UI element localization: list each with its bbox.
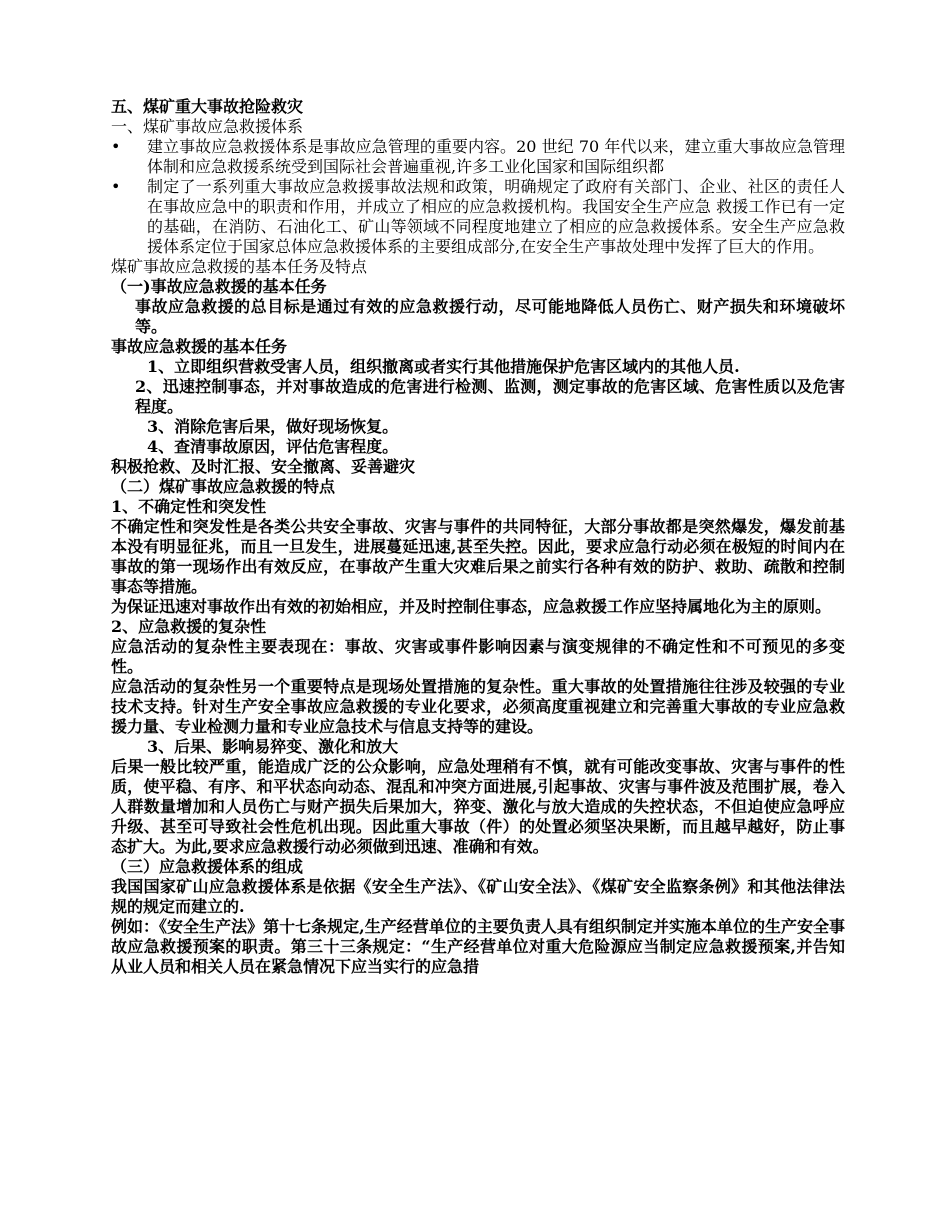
section-3-paragraph-2: 例如：《安全生产法》第十七条规定,生产经营单位的主要负责人具有组织制定并实施本单位的生产安全事故应急救援预案的职责。第三十三条规定：“生产经营单位对重大危险源应当制定应急救援预案,并告知从业人员和相关人员在紧急情况下应当实行的应急措 <box>111 917 845 976</box>
task-item-4: 4、查清事故原因，评估危害程度。 <box>147 437 399 456</box>
feature-3-title: 3、后果、影响易猝变、激化和放大 <box>147 737 399 756</box>
tasks-title: 事故应急救援的基本任务 <box>111 337 288 356</box>
section-3-paragraph-1: 我国国家矿山应急救援体系是依据《安全生产法》、《矿山安全法》、《煤矿安全监察条例》和其他法律法规的规定而建立的. <box>111 877 845 916</box>
subheading-tasks-features: 煤矿事故应急救援的基本任务及特点 <box>111 257 368 276</box>
section-heading: 五、煤矿重大事故抢险救灾 <box>111 97 304 116</box>
feature-2-paragraph-1: 应急活动的复杂性主要表现在：事故、灾害或事件影响因素与演变规律的不确定性和不可预见的多变性。 <box>111 637 845 676</box>
task-item-2: 2、迅速控制事态，并对事故造成的危害进行检测、监测，测定事故的危害区域、危害性质以及危害程度。 <box>135 377 845 416</box>
feature-1-title: 1、不确定性和突发性 <box>111 497 267 516</box>
document-body <box>111 97 845 977</box>
task-item-3: 3、消除危害后果，做好现场恢复。 <box>147 417 399 436</box>
feature-1-paragraph-1: 不确定性和突发性是各类公共安全事故、灾害与事件的共同特征，大部分事故都是突然爆发，爆发前基本没有明显征兆，而且一旦发生，进展蔓延迅速,甚至失控。因此，要求应急行动必须在极短的时间内在事故的第一现场作出有效反应，在事故产生重大灾难后果之前实行各种有效的防护、救助、疏散和控制事态等措施。 <box>111 517 845 596</box>
goal-paragraph: 事故应急救援的总目标是通过有效的应急救援行动，尽可能地降低人员伤亡、财产损失和环境破坏等。 <box>135 297 845 336</box>
motto-line: 积极抢救、及时汇报、安全撤离、妥善避灾 <box>111 457 416 476</box>
bullet-icon: • <box>111 177 121 196</box>
section-2-title: （二）煤矿事故应急救援的特点 <box>111 477 336 496</box>
section-3-title: （三）应急救援体系的组成 <box>111 857 304 876</box>
feature-3-paragraph-1: 后果一般比较严重，能造成广泛的公众影响，应急处理稍有不慎，就有可能改变事故、灾害与事件的性质，使平稳、有序、和平状态向动态、混乱和冲突方面进展,引起事故、灾害与事件波及范围扩展，卷入人群数量增加和人员伤亡与财产损失后果加大，猝变、激化与放大造成的失控状态，不但迫使应急呼应升级、甚至可导致社会性危机出现。因此重大事故（件）的处置必须坚决果断，而且越早越好，防止事态扩大。为此,要求应急救援行动必须做到迅速、准确和有效。 <box>111 757 845 856</box>
task-item-1: 1、立即组织营救受害人员，组织撤离或者实行其他措施保护危害区域内的其他人员. <box>147 357 740 376</box>
bullet-icon: • <box>111 137 121 156</box>
bullet-paragraph-2 <box>111 177 845 257</box>
feature-2-paragraph-2: 应急活动的复杂性另一个重要特点是现场处置措施的复杂性。重大事故的处置措施往往涉及较强的专业技术支持。针对生产安全事故应急救援的专业化要求，必须高度重视建立和完善重大事故的专业应急救援力量、专业检测力量和专业应急技术与信息支持等的建设。 <box>111 677 845 736</box>
bullet-text-1: 建立事故应急救援体系是事故应急管理的重要内容。20 世纪 70 年代以来，建立重大事故应急管理体制和应急救援系统受到国际社会普遍重视,许多工业化国家和国际组织都 <box>147 137 845 176</box>
section-1-title: （一)事故应急救援的基本任务 <box>111 277 327 296</box>
bullet-text-2: 制定了一系列重大事故应急救援事故法规和政策，明确规定了政府有关部门、企业、社区的责任人在事故应急中的职责和作用，并成立了相应的应急救援机构。我国安全生产应急 救援工作已有一定的基础，在消防、石油化工、矿山等领域不同程度地建立了相应的应急救援体系。安全生产应急救援体系定位于国家总体应急救援体系的主要组成部分,在安全生产事故处理中发挥了巨大的作用。 <box>147 177 845 256</box>
bullet-paragraph-1 <box>111 137 845 177</box>
subheading-system: 一、煤矿事故应急救援体系 <box>111 117 304 136</box>
feature-1-paragraph-2: 为保证迅速对事故作出有效的初始相应，并及时控制住事态，应急救援工作应坚持属地化为主的原则。 <box>111 597 832 616</box>
feature-2-title: 2、应急救援的复杂性 <box>111 617 267 636</box>
